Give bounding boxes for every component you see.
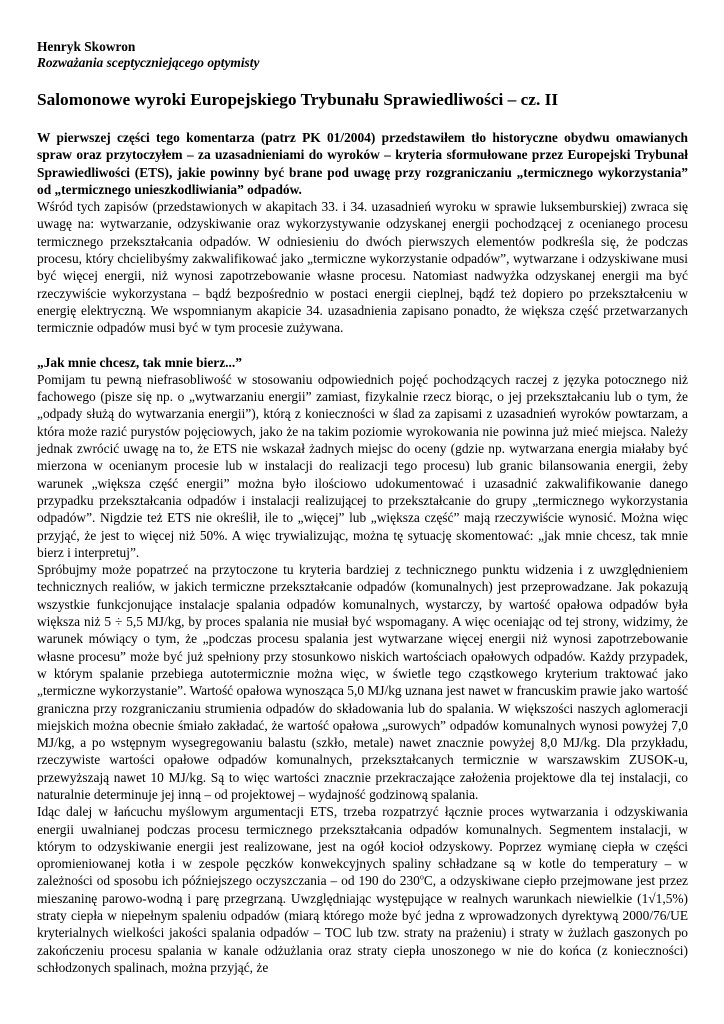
paragraph-1: Wśród tych zapisów (przedstawionych w akapitach 33. i 34. uzasadnień wyroku w sprawie luksemburskiej) zwraca się uwagę na: wytwarzanie, odzyskiwanie oraz wykorzystywanie odzyskanej energii pochodzącej z ocenianego procesu termicznego przekształcania odpadów. W odniesieniu do dwóch pierwszych elementów podkreśla się, że podczas procesu, który chcielibyśmy zakwalifikować jako „termiczne wykorzystanie odpadów”, wytwarzane i odzyskiwane musi być więcej energii, niż wynosi zapotrzebowanie własne procesu. Natomiast nadwyżka odzyskanej energii ma być rzeczywiście wykorzystana – bądź bezpośrednio w postaci energii cieplnej, bądź też dopiero po przekształceniu w energię elektryczną. We wspomnianym akapicie 34. uzasadnienia zapisano ponadto, że większa część przetwarzanych termicznie odpadów musi być w tym procesie zużywana. bbox=[37, 199, 688, 336]
section-heading: „Jak mnie chcesz, tak mnie bierz...” bbox=[37, 354, 242, 370]
degree-superscript: o bbox=[419, 873, 424, 882]
article-title: Salomonowe wyroki Europejskiego Trybunału Sprawiedliwości – cz. II bbox=[37, 90, 559, 109]
paragraph-3: Spróbujmy może popatrzeć na przytoczone tu kryteria bardziej z technicznego punktu widzenia i z uwzględnieniem technicznych realiów, w jakich termiczne przekształcanie odpadów (komunalnych) jest przeprowadzane. Jak pokazują wszystkie funkcjonujące instalacje spalania odpadów komunalnych, wystarczy, by wartość opałowa odpadów była większa niż 5 ÷ 5,5 MJ/kg, by proces spalania nie musiał być wspomagany. A więc oceniając od tej strony, widzimy, że warunek mówiący o tym, że „podczas procesu spalania jest wytwarzane więcej energii niż wynosi zapotrzebowanie własne procesu” może być już spełniony przy stosunkowo niskich wartościach opałowych odpadów. Każdy przypadek, w którym spalanie przebiega autotermicznie można więc, w świetle tego cząstkowego kryterium traktować jako „termiczne wykorzystanie”. Wartość opałowa wynosząca 5,0 MJ/kg uznana jest nawet w francuskim prawie jako wartość graniczna przy rozgraniczaniu strumienia odpadów do składowania lub do spalania. W większości naszych aglomeracji miejskich można obecnie śmiało zakładać, że wartość opałowa „surowych” odpadów komunalnych wynosi powyżej 7,0 MJ/kg, a po wstępnym wysegregowaniu balastu (szkło, metale) nawet znacznie powyżej 8,0 MJ/kg. Dla przykładu, rzeczywiste wartości opałowe odpadów komunalnych, przekształcanych termicznie w warszawskim ZUSOK-u, przewyższają nawet 10 MJ/kg. Są to więc wartości znacznie przekraczające założenia projektowe dla tej instalacji, co naturalnie determinuje jej inną – od projektowej – wydajność godzinową spalania. bbox=[37, 562, 688, 802]
column-series-title: Rozważania sceptyczniejącego optymisty bbox=[37, 55, 260, 70]
paragraph-2: Pomijam tu pewną niefrasobliwość w stosowaniu odpowiednich pojęć pochodzących raczej z języka potocznego niż fachowego (pisze się np. o „wytwarzaniu energii” zamiast, fizykalnie rzecz biorąc, o jej przekształcaniu lub o tym, że „odpady służą do wytwarzania energii”), którą z konieczności w ślad za zapisami z uzasadnień wyroków powtarzam, a która może razić purystów pojęciowych, jako że na takim poziomie wyrokowania nie powinna już mieć miejsca. Należy jednak zwrócić uwagę na to, że ETS nie wskazał żadnych miejsc do oceny (gdzie np. wytwarzana energia miałaby być mierzona w ocenianym procesie lub w instalacji do realizacji tego procesu) lub granic bilansowania energii, żeby warunek „większa część energii” można było ilościowo udokumentować i uzasadnić zakwalifikowanie danego przypadku przekształcania odpadów i instalacji realizującej to przekształcanie do grupy „termicznego wykorzystania odpadów”. Nigdzie też ETS nie określił, ile to „więcej” lub „większa część” mają rzeczywiście wynosić. Można więc przyjąć, że jest to więcej niż 50%. A więc trywializując, można tę sytuację skomentować: „jak mnie chcesz, tak mnie bierz i interpretuj”. bbox=[37, 371, 688, 560]
paragraph-4-part-b: C, a odzyskiwane ciepło przejmowane jest przez mieszaninę parowo-wodną i parę przegrzaną. Uwzględniając występujące w realnych warunkach niewielkie (1√1,5%) straty ciepła w niepełnym spaleniu odpadów (miarą którego może być jedna z wprowadzonych dyrektywą 2000/76/UE kryterialnych wielkości jakości spalania odpadów – TOC lub tzw. straty na prażeniu) i straty w żużlach gaszonych po zakończeniu procesu spalania w kanale odżużlania oraz straty ciepła unoszonego w nie do końca (z konieczności) schłodzonych spalinach, można przyjąć, że bbox=[37, 873, 689, 975]
author-name: Henryk Skowron bbox=[37, 39, 136, 54]
article-lead: W pierwszej części tego komentarza (patrz PK 01/2004) przedstawiłem tło historyczne obydwu omawianych spraw oraz przytoczyłem – za uzasadnieniami do wyroków – kryteria sformułowane przez Europejski Trybunał Sprawiedliwości (ETS), jakie powinny być brane pod uwagę przy rozgraniczaniu „termicznego wykorzystania” od „termicznego unieszkodliwiania” odpadów. bbox=[37, 130, 688, 197]
paragraph-4-part-a: Idąc dalej w łańcuchu myślowym argumentacji ETS, trzeba rozpatrzyć łącznie proces wytwarzania i odzyskiwania energii uwalnianej podczas procesu termicznego przekształcania odpadów komunalnych. Segmentem instalacji, w którym to odzyskiwanie energii jest realizowane, jest na ogół kocioł odzyskowy. Poprzez wymianę ciepła w części opromieniowanej kotła i w zespole pęczków konwekcyjnych spaliny schładzane są w kotle do temperatury – w zależności od sposobu ich późniejszego oczyszczania – od 190 do 230 bbox=[37, 804, 688, 889]
paragraph-4 bbox=[37, 803, 688, 976]
